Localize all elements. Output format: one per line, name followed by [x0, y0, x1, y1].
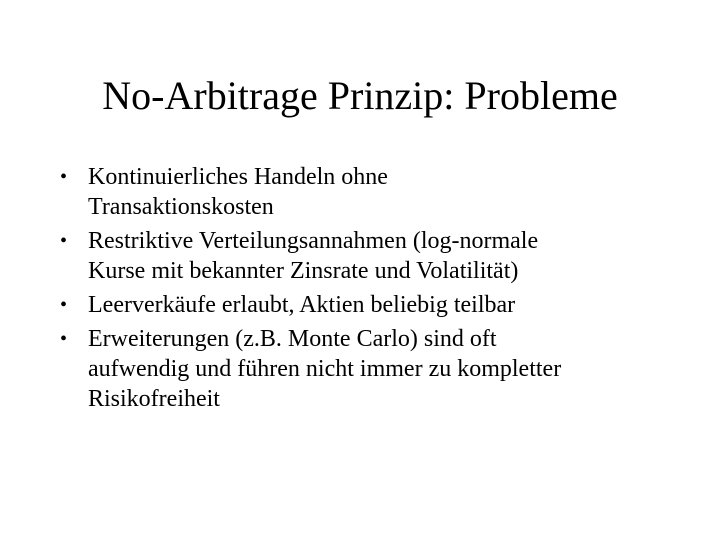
bullet-list	[60, 162, 680, 418]
bullet-item	[60, 290, 680, 320]
bullet-text	[88, 290, 680, 320]
bullet-line: Restriktive Verteilungsannahmen (log-normale	[88, 228, 539, 254]
slide-title: No-Arbitrage Prinzip: Probleme	[102, 73, 618, 118]
bullet-icon: •	[60, 328, 68, 350]
bullet-icon: •	[60, 230, 68, 252]
bullet-text	[88, 162, 680, 222]
bullet-line: aufwendig und führen nicht immer zu kompletter	[88, 356, 562, 382]
bullet-line: Risikofreiheit	[88, 386, 220, 412]
bullet-item	[60, 324, 680, 414]
bullet-text	[88, 226, 680, 286]
bullet-line: Transaktionskosten	[88, 194, 274, 220]
bullet-line: Kurse mit bekannter Zinsrate und Volatilität)	[88, 258, 519, 284]
bullet-item	[60, 162, 680, 222]
bullet-text	[88, 324, 680, 414]
bullet-icon: •	[60, 166, 68, 188]
bullet-line: Erweiterungen (z.B. Monte Carlo) sind oft	[88, 326, 497, 352]
bullet-line: Leerverkäufe erlaubt, Aktien beliebig teilbar	[88, 292, 516, 318]
bullet-icon: •	[60, 294, 68, 316]
bullet-item	[60, 226, 680, 286]
bullet-line: Kontinuierliches Handeln ohne	[88, 164, 388, 190]
